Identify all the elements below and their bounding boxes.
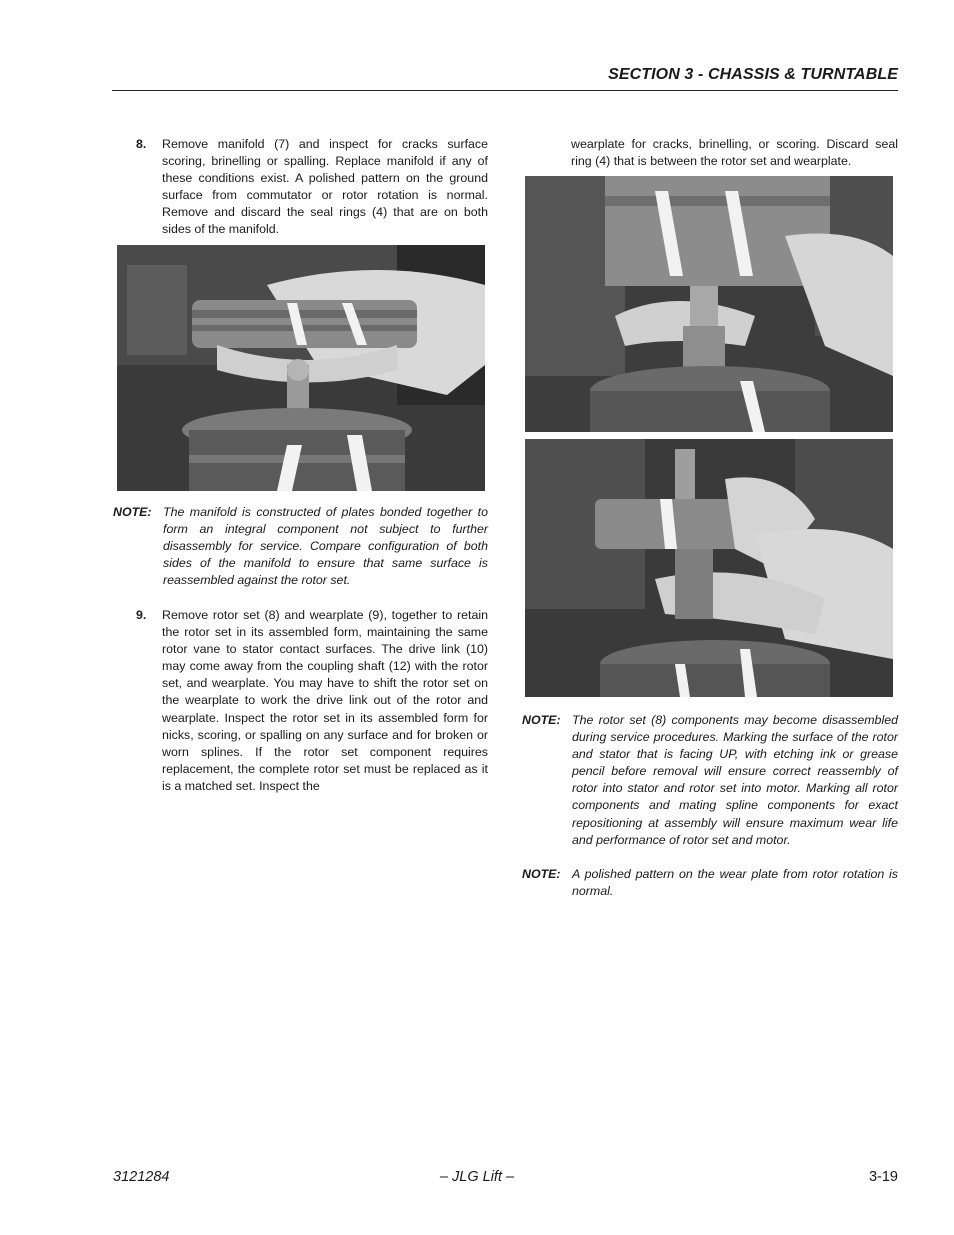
note-3-text: A polished pattern on the wear plate from rotor rotation is normal.: [572, 867, 898, 899]
note-3-label: NOTE:: [522, 867, 561, 881]
note-1-label: NOTE:: [113, 505, 152, 519]
section-title: SECTION 3 - CHASSIS & TURNTABLE: [608, 66, 898, 83]
step-9-text: Remove rotor set (8) and wearplate (9), together to retain the rotor set in its assembled form, maintaining the same rotor vane to stator contact surfaces. The drive link (10) may come away from the coupling shaft (12) with the rotor set, and wearplate. You may have to shift the rotor set on the wearplate to work the drive link out of the rotor and wearplate. Inspect the rotor set in its assembled form for nicks, scoring, or spalling on any surface and for broken or worn splines. If the rotor set component requires replacement, the complete rotor set must be replaced as it is a matched set. Inspect the: [162, 608, 488, 793]
note-1-text: The manifold is constructed of plates bonded together to form an integral component not subject to further disassembly for service. Compare configuration of both sides of the manifold to ensure that same surface is reassembled against the rotor set.: [163, 505, 488, 588]
photo-rotor-set-removal: [525, 439, 893, 697]
note-2-label: NOTE:: [522, 713, 561, 727]
photo-rotor-set-lift: [525, 176, 893, 432]
footer-page-number: 3-19: [868, 1169, 898, 1185]
step-9-number: 9.: [136, 608, 147, 622]
footer-center: – JLG Lift –: [439, 1169, 515, 1185]
footer-doc-number: 3121284: [113, 1169, 170, 1185]
step-8-text: Remove manifold (7) and inspect for cracks surface scoring, brinelling or spalling. Replace manifold if any of these conditions exist. A polished pattern on the ground surface from commutator or rotor rotation is normal. Remove and discard the seal rings (4) that are on both sides of the manifold.: [162, 137, 488, 237]
step-8-number: 8.: [136, 137, 147, 151]
step-9-continuation: wearplate for cracks, brinelling, or scoring. Discard seal ring (4) that is between the rotor set and wearplate.: [571, 137, 898, 169]
note-2-text: The rotor set (8) components may become disassembled during service procedures. Marking the surface of the rotor and stator that is facing UP, with etching ink or grease pencil before removal will ensure correct reassembly of rotor into stator and rotor set into motor. Marking all rotor components and mating spline components for exact repositioning at assembly will ensure maximum wear life and performance of rotor set and motor.: [572, 713, 898, 847]
photo-manifold-removal: [117, 245, 485, 491]
page-header: [112, 64, 898, 91]
